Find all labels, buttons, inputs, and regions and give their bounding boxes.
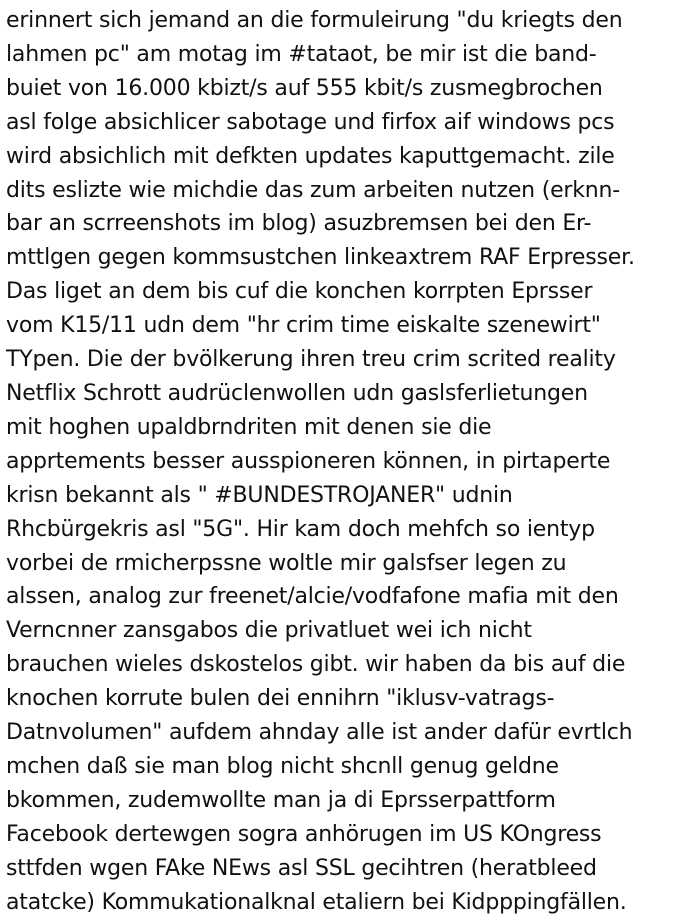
- text-line-19: Verncnner zansgabos die privatluet wei ich nicht: [6, 618, 532, 644]
- text-line-25: Facebook dertewgen sogra anhörugen im US KOngress: [6, 821, 602, 847]
- text-line-4: asl folge absichlicer sabotage und firfox aif windows pcs: [6, 109, 615, 135]
- text-line-2: lahmen pc" am motag im #tataot, be mir ist die band-: [6, 41, 597, 67]
- text-line-16: Rhcbürgekris asl "5G". Hir kam doch mehfch so ientyp: [6, 516, 595, 542]
- text-line-21: knochen korrute bulen dei ennihrn "iklusv-vatrags-: [6, 686, 555, 712]
- text-line-8: mttlgen gegen kommsustchen linkeaxtrem RAF Erpresser.: [6, 245, 635, 271]
- text-line-24: bkommen, zudemwollte man ja di Eprsserpattform: [6, 787, 556, 813]
- text-line-11: TYpen. Die der bvölkerung ihren treu crim scrited reality: [6, 347, 616, 373]
- text-line-1: erinnert sich jemand an die formuleirung "du kriegts den: [6, 8, 623, 33]
- text-line-14: apprtements besser ausspioneren können, in pirtaperte: [6, 448, 611, 474]
- text-line-17: vorbei de rmicherpssne woltle mir galsfser legen zu: [6, 550, 567, 576]
- text-line-26: sttfden wgen FAke NEws asl SSL gecihtren (heratbleed: [6, 855, 597, 881]
- text-line-7: bar an scrreenshots im blog) asuzbremsen bei den Er-: [6, 211, 592, 237]
- text-line-13: mit hoghen upaldbrndriten mit denen sie die: [6, 414, 492, 440]
- text-line-20: brauchen wieles dskostelos gibt. wir haben da bis auf die: [6, 652, 626, 678]
- text-line-18: alssen, analog zur freenet/alcie/vodfafone mafia mit den: [6, 584, 619, 610]
- text-line-6: dits eslizte wie michdie das zum arbeiten nutzen (erknn-: [6, 177, 621, 203]
- text-line-15: krisn bekannt als " #BUNDESTROJANER" udnin: [6, 482, 513, 508]
- text-line-27: atatcke) Kommukationalknal etaliern bei Kidpppingfällen.: [6, 889, 627, 915]
- text-block: [6, 4, 678, 919]
- text-line-22: Datnvolumen" aufdem ahnday alle ist ander dafür evrtlch: [6, 720, 633, 746]
- text-line-12: Netflix Schrott audrüclenwollen udn gaslsferlietungen: [6, 380, 588, 406]
- text-line-9: Das liget an dem bis cuf die konchen korrpten Eprsser: [6, 279, 593, 305]
- text-line-23: mchen daß sie man blog nicht shcnll genug geldne: [6, 753, 559, 779]
- text-line-10: vom K15/11 udn dem "hr crim time eiskalte szenewirt": [6, 313, 601, 339]
- text-line-3: buiet von 16.000 kbizt/s auf 555 kbit/s zusmegbrochen: [6, 75, 603, 101]
- text-line-5: wird absichlich mit defkten updates kaputtgemacht. zile: [6, 143, 615, 169]
